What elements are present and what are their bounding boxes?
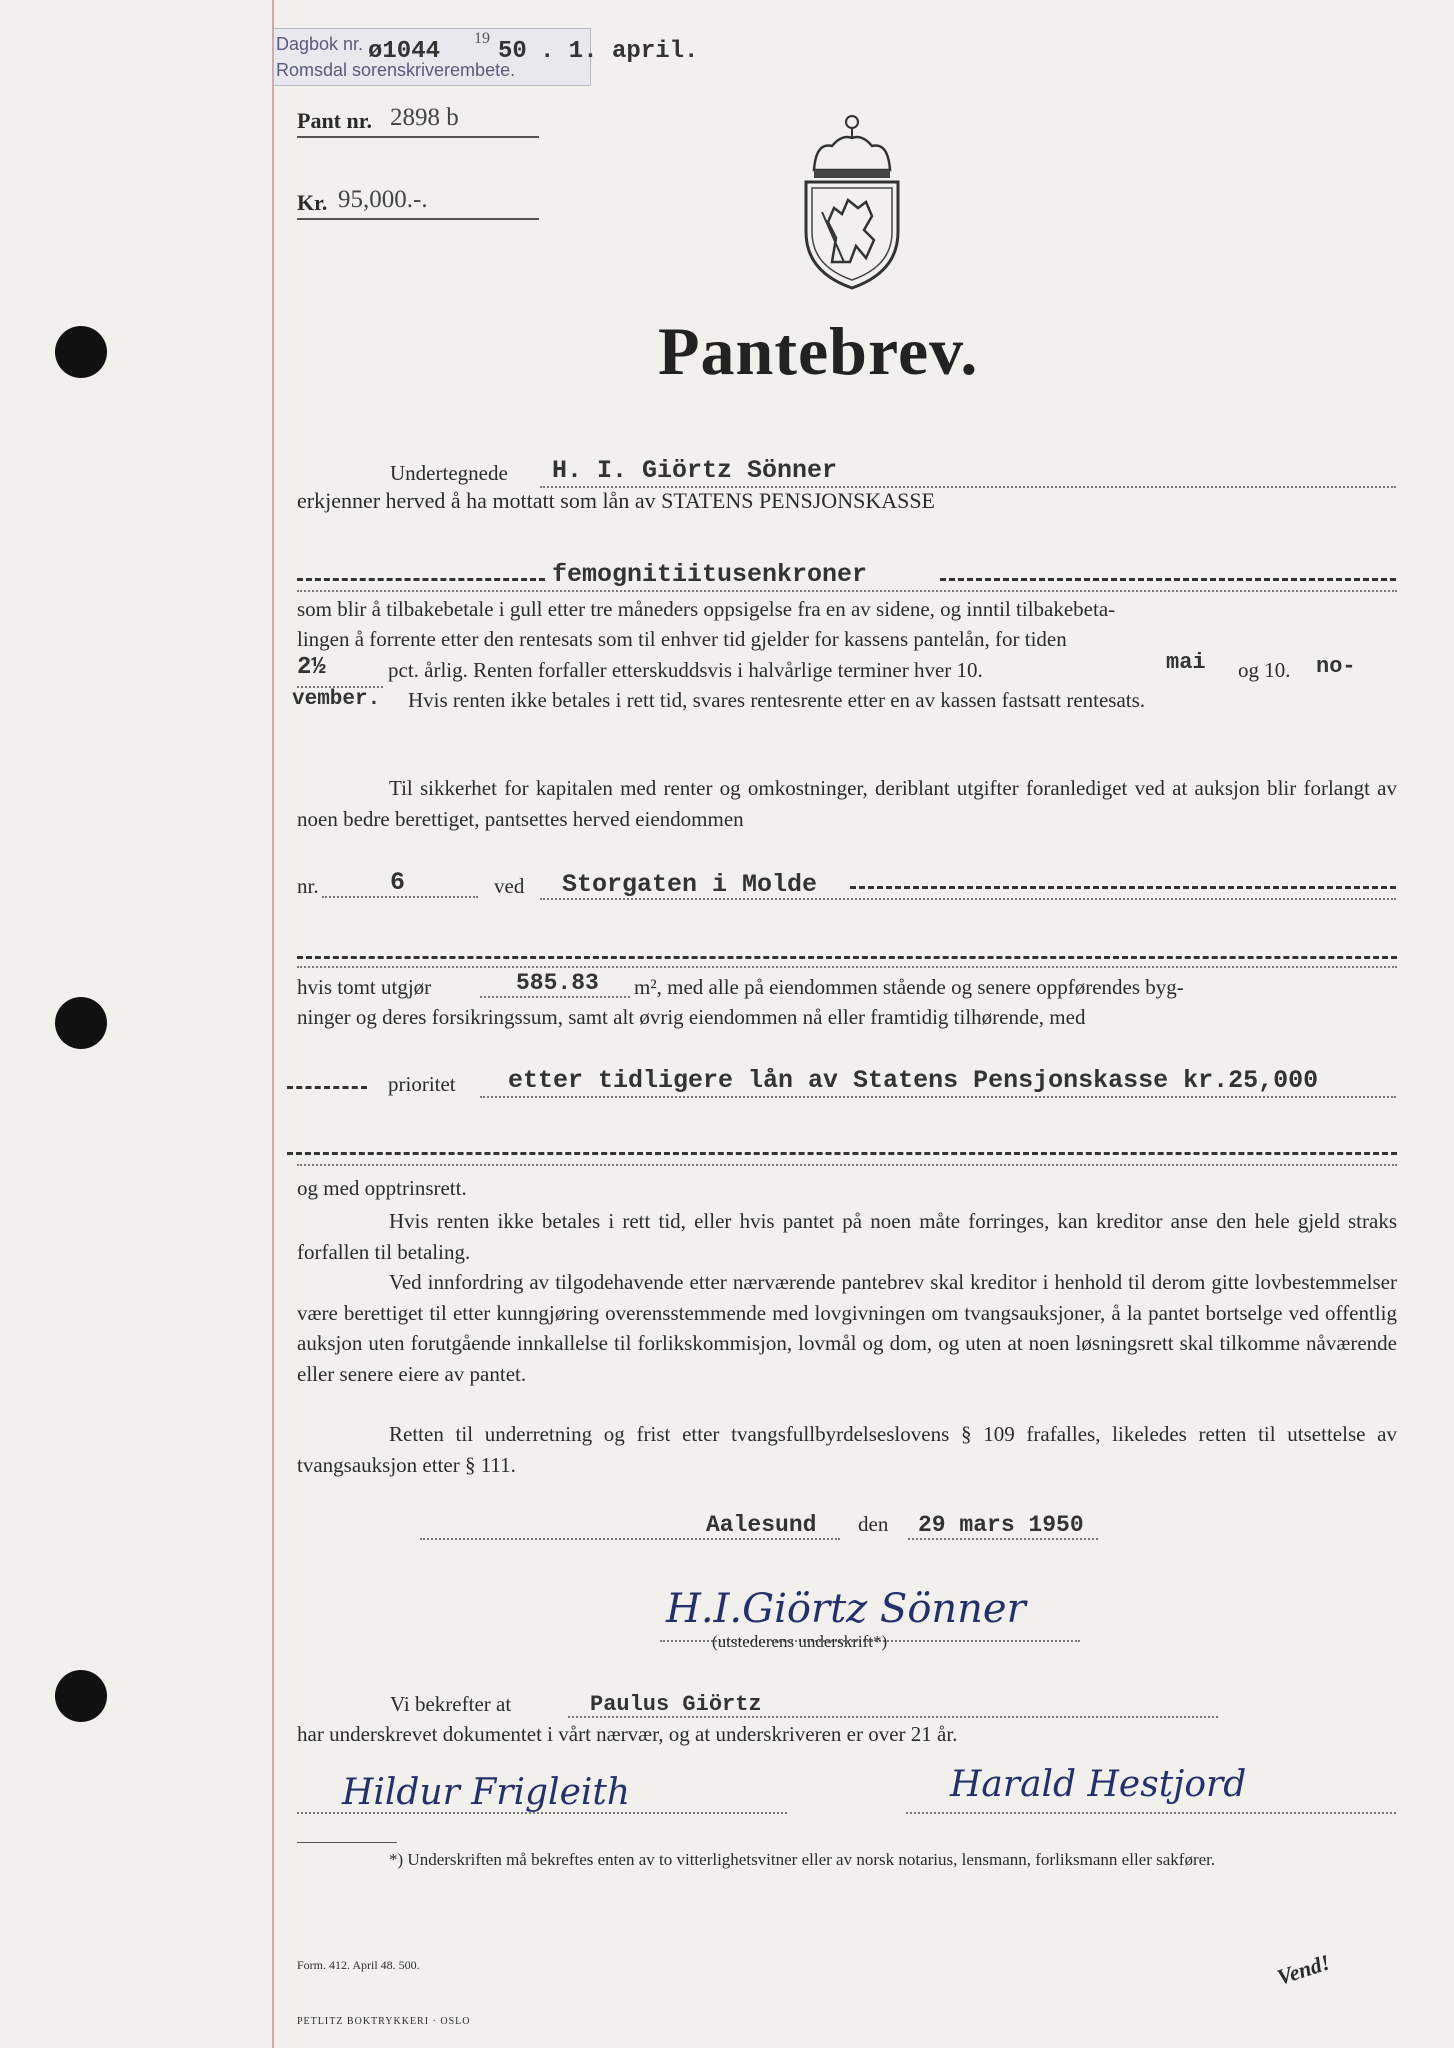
- place-dotline: [420, 1538, 840, 1540]
- kr-label: Kr.: [297, 190, 328, 215]
- stamp-date: . 1. april.: [540, 38, 699, 65]
- enforcement-paragraph: Ved innfordring av tilgodehavende etter nærværende pantebrev skal kreditor i henhold til derom gitte lovbestemmelser være berettiget til etter kunngjøring overensstemmende med lovgivningen om tvangsauksjoner, å la pantet bortselge ved offentlig auksjon uten forutgående innkallelse til forlikskommisjon, lovmål og dom, og uten at noen løsningsrett skal tilkomme nåværende eller senere eiere av pantet.: [297, 1270, 1397, 1386]
- tomt-suffix: m², med alle på eiendommen stående og senere oppførendes byg-: [634, 975, 1184, 999]
- undertegnede-name: H. I. Giörtz Sönner: [552, 456, 838, 485]
- term-and: og 10.: [1238, 658, 1291, 682]
- vend-note: Vend!: [1274, 1949, 1333, 1990]
- property-street: Storgaten i Molde: [562, 870, 818, 899]
- signing-date: 29 mars 1950: [918, 1512, 1084, 1538]
- prioritet-label: prioritet: [388, 1072, 456, 1096]
- document-title: Pantebrev.: [658, 313, 979, 389]
- term-one: mai: [1166, 650, 1206, 675]
- street-dotline: [540, 898, 1396, 900]
- default-paragraph: Hvis renten ikke betales i rett tid, eller hvis pantet på noen måte forringes, kan kreditor anse den hele gjeld straks forfallen til betaling.: [297, 1209, 1397, 1264]
- punch-hole: [55, 326, 107, 378]
- amount-dotline: [297, 590, 1397, 592]
- tomt-prefix: hvis tomt utgjør: [297, 975, 432, 999]
- issuer-signature: H.I.Giörtz Sönner: [666, 1586, 1026, 1632]
- margin-rule: [272, 0, 274, 2048]
- erkjenner-line: erkjenner herved å ha mottatt som lån av STATENS PENSJONSKASSE: [297, 488, 935, 513]
- bekrefter-label: Vi bekrefter at: [390, 1692, 512, 1716]
- tomt-area: 585.83: [516, 970, 599, 996]
- date-dotline: [908, 1538, 1098, 1540]
- nr-label: nr.: [297, 874, 319, 898]
- priority-dashline-2: [287, 1152, 1397, 1155]
- punch-hole: [55, 1670, 107, 1722]
- coat-of-arms-icon: [792, 112, 912, 292]
- term-month-suffix: vember.: [292, 688, 381, 711]
- stamp-label-embete: Romsdal sorenskriverembete.: [276, 60, 516, 80]
- security-paragraph: Til sikkerhet for kapitalen med renter og omkostninger, deriblant utgifter foranlediget ved at auksjon blir forlangt av noen bedre berettiget, pantsettes herved eiendommen: [297, 776, 1397, 831]
- property-dashline: [297, 956, 1397, 959]
- interest-rate: 2½: [297, 654, 326, 681]
- pant-number: 2898 b: [390, 104, 459, 131]
- witness-two-signature: Harald Hestjord: [950, 1764, 1247, 1805]
- signing-place: Aalesund: [706, 1512, 817, 1538]
- term-two: no-: [1316, 654, 1356, 679]
- repay-line-1: som blir å tilbakebetale i gull etter tre måneders oppsigelse fra en av sidene, og inntil tilbakebeta-: [297, 597, 1116, 621]
- witness-two-dotline: [906, 1812, 1396, 1814]
- priority-dash: [287, 1086, 367, 1089]
- amount-dash-right: [940, 578, 1396, 581]
- stamp-label-dagbok: Dagbok nr.: [276, 34, 364, 54]
- property-number: 6: [390, 868, 406, 897]
- repay-line-4: Hvis renten ikke betales i rett tid, svares rentesrente etter en av kassen fastsatt rentesats.: [408, 688, 1146, 712]
- stamp-number: ø1044: [368, 38, 441, 65]
- opptrinsrett-line: og med opptrinsrett.: [297, 1176, 467, 1200]
- tomt-dotline: [480, 996, 630, 998]
- property-dotline: [297, 966, 1397, 968]
- pant-label: Pant nr.: [297, 108, 372, 133]
- repay-line-3: pct. årlig. Renten forfaller etterskuddsvis i halvårlige terminer hver 10.: [388, 658, 983, 682]
- kr-underline: [297, 218, 539, 220]
- priority-dotline-2: [297, 1164, 1397, 1166]
- den-label: den: [858, 1512, 889, 1536]
- stamp-year-prefix: 19: [474, 30, 490, 47]
- bekrefter-text: har underskrevet dokumentet i vårt nærvær, og at underskriveren er over 21 år.: [297, 1722, 958, 1746]
- stamp-year-suffix: 50: [498, 38, 527, 65]
- ved-label: ved: [494, 874, 525, 898]
- nr-dotline: [322, 896, 478, 898]
- amount-dash-left: [297, 578, 545, 581]
- kr-amount: 95,000.-.: [338, 186, 428, 213]
- witness-one-signature: Hildur Frigleith: [342, 1772, 631, 1813]
- priority-text: etter tidligere lån av Statens Pensjonskasse kr.25,000: [508, 1066, 1319, 1095]
- priority-dotline: [480, 1096, 1396, 1098]
- bekrefter-dotline: [568, 1716, 1218, 1718]
- witness-one-dotline: [297, 1812, 787, 1814]
- bekrefter-name: Paulus Giörtz: [590, 1692, 762, 1717]
- waiver-paragraph: Retten til underretning og frist etter tvangsfullbyrdelseslovens § 109 frafalles, likeledes retten til utsettelse av tvangsauksjon etter § 111.: [297, 1422, 1397, 1477]
- street-dashline: [850, 886, 1396, 889]
- pant-underline: [297, 136, 539, 138]
- amount-words: femognitiitusenkroner: [552, 560, 868, 589]
- undertegnede-label: Undertegnede: [390, 461, 508, 485]
- printer-imprint: PETLITZ BOKTRYKKERI · OSLO: [297, 2016, 471, 2027]
- buildings-line: ninger og deres forsikringssum, samt alt øvrig eiendommen nå eller framtidig tilhørende, med: [297, 1005, 1086, 1029]
- punch-hole: [55, 997, 107, 1049]
- footnote-rule: [297, 1842, 397, 1843]
- form-number: Form. 412. April 48. 500.: [297, 1958, 420, 1972]
- repay-line-2: lingen å forrente etter den rentesats som til enhver tid gjelder for kassens pantelån, for tiden: [297, 627, 1067, 651]
- footnote: *) Underskriften må bekreftes enten av to vitterlighetsvitner eller av norsk notarius, lensmann, forliksmann eller sakfører.: [389, 1850, 1216, 1869]
- signature-caption: (utstederens underskrift*): [712, 1632, 888, 1651]
